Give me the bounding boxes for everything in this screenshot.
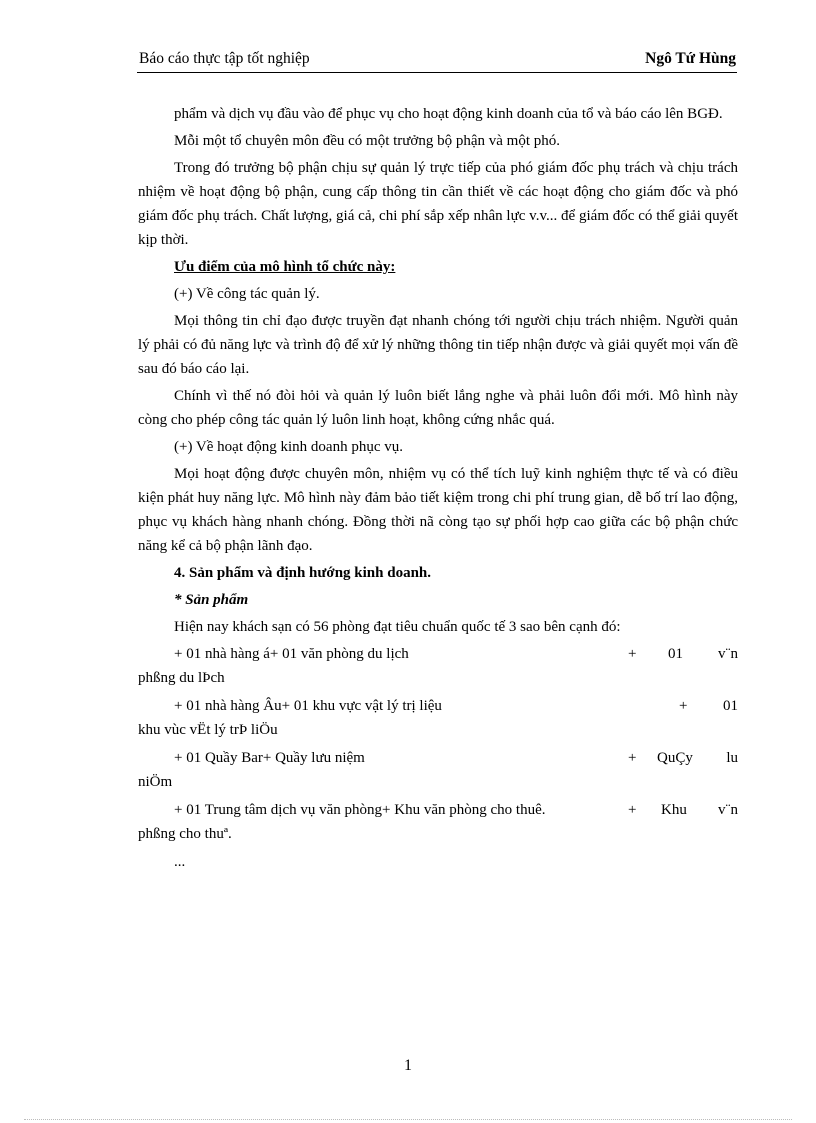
item-text: + 01 nhà hàng Âu+ 01 khu vực vật lý trị liệu (174, 698, 442, 714)
paragraph: (+) Về công tác quản lý. (174, 286, 320, 302)
item-text: + 01 Trung tâm dịch vụ văn phòng+ Khu văn phòng cho thuê. (174, 802, 546, 818)
subsection-heading: * Sản phẩm (174, 592, 249, 608)
item-col: v¨n (718, 646, 738, 662)
item-col: 01 (723, 698, 738, 714)
item-col: 01 (668, 646, 683, 662)
item-continuation: niÖm (138, 774, 173, 790)
paragraph: Mỗi một tổ chuyên môn đều có một trưởng bộ phận và một phó. (174, 133, 561, 149)
page-edge-divider (24, 1119, 792, 1120)
ellipsis: ... (174, 854, 186, 870)
page-number: 1 (404, 1057, 412, 1074)
paragraph: Hiện nay khách sạn có 56 phòng đạt tiêu chuẩn quốc tế 3 sao bên cạnh đó: (174, 619, 621, 635)
section-heading: 4. Sản phẩm và định hướng kinh doanh. (174, 565, 432, 581)
item-col: Khu (661, 802, 687, 818)
item-col: + (679, 698, 688, 714)
item-col: + (628, 802, 637, 818)
list-item (138, 746, 738, 794)
header-title: Báo cáo thực tập tốt nghiệp (139, 50, 310, 67)
item-continuation: phßng du lÞch (138, 670, 225, 686)
item-continuation: phßng cho thuª. (138, 826, 232, 842)
paragraph: Mọi thông tin chỉ đạo được truyền đạt nhanh chóng tới người chịu trách nhiệm. Người quản lý phải có đủ năng lực và trình độ để xử lý những thông tin tiếp nhận được và giải quyết mọi vấn đề sau đó báo cáo lại. (138, 313, 738, 377)
item-col: v¨n (718, 802, 738, 818)
item-col: + (628, 646, 637, 662)
list-item (138, 642, 738, 690)
item-col: lu (726, 750, 738, 766)
item-col: QuÇy (657, 750, 693, 766)
paragraph: Mọi hoạt động được chuyên môn, nhiệm vụ có thể tích luỹ kinh nghiệm thực tế và có điều kiện phát huy năng lực. Mô hình này đảm bảo tiết kiệm trong chi phí trung gian, dễ bố trí lao động, phục vụ khách hàng nhanh chóng. Đồng thời nã còng tạo sự phối hợp cao giữa các bộ phận chức năng kể cả bộ phận lãnh đạo. (138, 466, 738, 554)
paragraph: phẩm và dịch vụ đầu vào để phục vụ cho hoạt động kinh doanh của tổ và báo cáo lên BGĐ. (174, 106, 723, 122)
document-body (138, 102, 738, 874)
header-author: Ngô Tứ Hùng (645, 50, 736, 67)
heading-advantages: Ưu điểm của mô hình tổ chức này: (174, 259, 396, 275)
paragraph: Trong đó trưởng bộ phận chịu sự quản lý trực tiếp của phó giám đốc phụ trách và chịu trách nhiệm về hoạt động bộ phận, cung cấp thông tin cần thiết về các hoạt động cho giám đốc và phó giám đốc phụ trách. Chất lượng, giá cả, chi phí sắp xếp nhân lực v.v... để giám đốc có thể giải quyết kịp thời. (138, 160, 738, 248)
paragraph: (+) Về hoạt động kinh doanh phục vụ. (174, 439, 403, 455)
paragraph: Chính vì thế nó đòi hỏi và quản lý luôn biết lắng nghe và phải luôn đổi mới. Mô hình này còng cho phép công tác quản lý luôn linh hoạt, không cứng nhắc quá. (138, 388, 738, 428)
item-col: + (628, 750, 637, 766)
list-item (138, 694, 738, 742)
list-item (138, 798, 738, 846)
item-text: + 01 nhà hàng á+ 01 văn phòng du lịch (174, 646, 409, 662)
page-header (137, 50, 737, 73)
item-continuation: khu vùc vËt lý trÞ liÖu (138, 722, 278, 738)
item-text: + 01 Quầy Bar+ Quầy lưu niệm (174, 750, 365, 766)
